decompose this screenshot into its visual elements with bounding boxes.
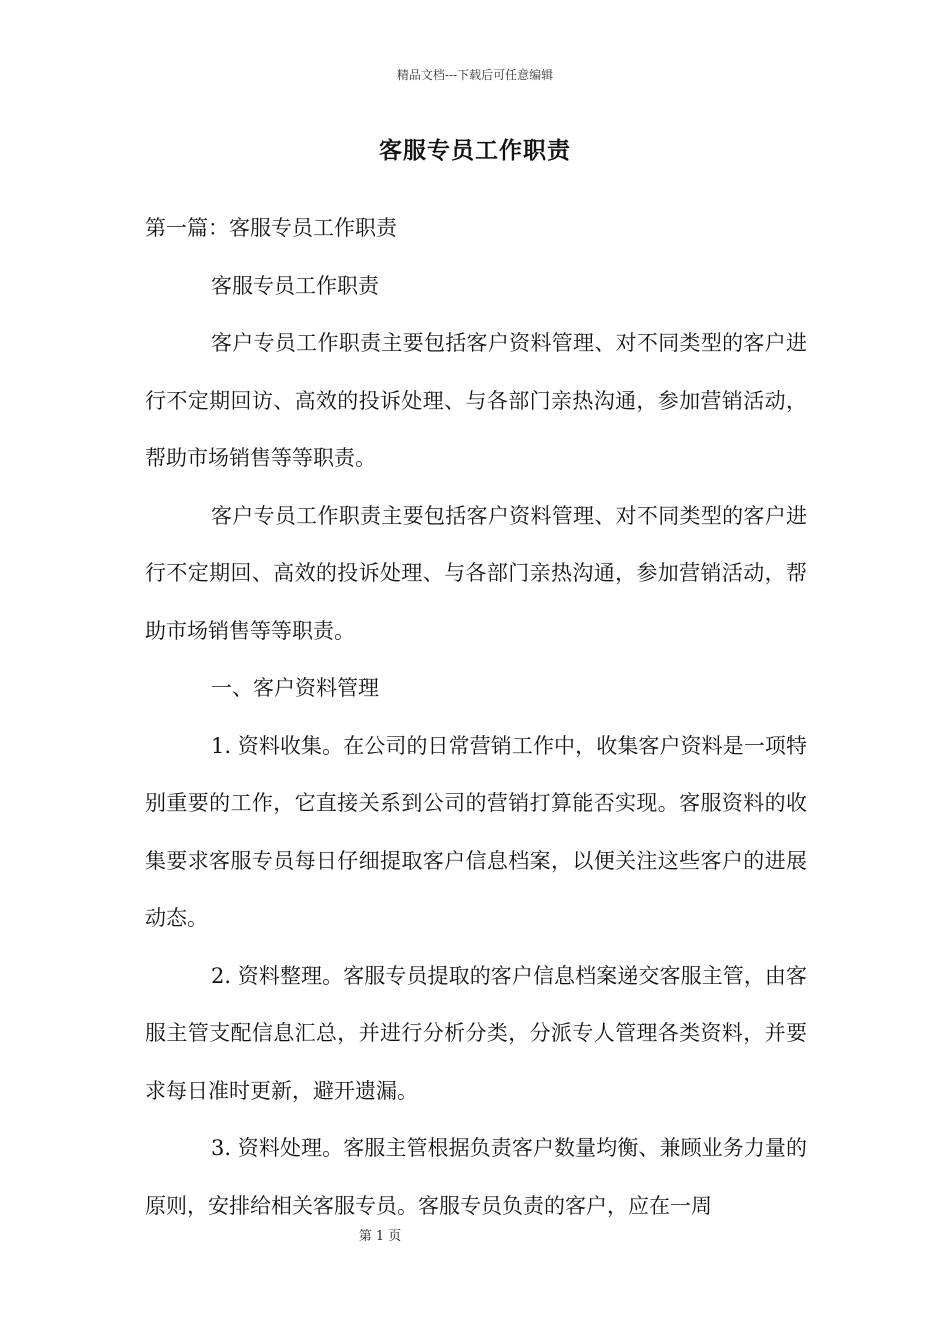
paragraph: 客户专员工作职责主要包括客户资料管理、对不同类型的客户进行不定期回、高效的投诉处理、与各部门亲热沟通，参加营销活动，帮助市场销售等等职责。	[145, 503, 807, 643]
subsection-heading: 客服专员工作职责	[211, 273, 379, 298]
list-item: 1. 资料收集。在公司的日常营销工作中，收集客户资料是一项特别重要的工作，它直接关系到公司的营销打算能否实现。客服资料的收集要求客服专员每日仔细提取客户信息档案，以便关注这些客户的进展动态。	[145, 733, 807, 930]
list-item: 2. 资料整理。客服专员提取的客户信息档案递交客服主管，由客服主管支配信息汇总，并进行分析分类，分派专人管理各类资料，并要求每日准时更新，避开遗漏。	[145, 963, 807, 1103]
page-header: 精品文档---下载后可任意编辑	[396, 68, 554, 82]
list-heading: 一、客户资料管理	[211, 676, 379, 700]
page-number: 第 1 页	[358, 1229, 402, 1244]
document-title: 客服专员工作职责	[379, 137, 571, 164]
document-body	[145, 200, 807, 1235]
section-heading: 第一篇：客服专员工作职责	[145, 216, 397, 240]
paragraph: 客户专员工作职责主要包括客户资料管理、对不同类型的客户进行不定期回访、高效的投诉处理、与各部门亲热沟通，参加营销活动，帮助市场销售等等职责。	[145, 331, 807, 470]
list-item: 3. 资料处理。客服主管根据负责客户数量均衡、兼顾业务力量的原则，安排给相关客服专员。客服专员负责的客户，应在一周	[145, 1136, 807, 1218]
